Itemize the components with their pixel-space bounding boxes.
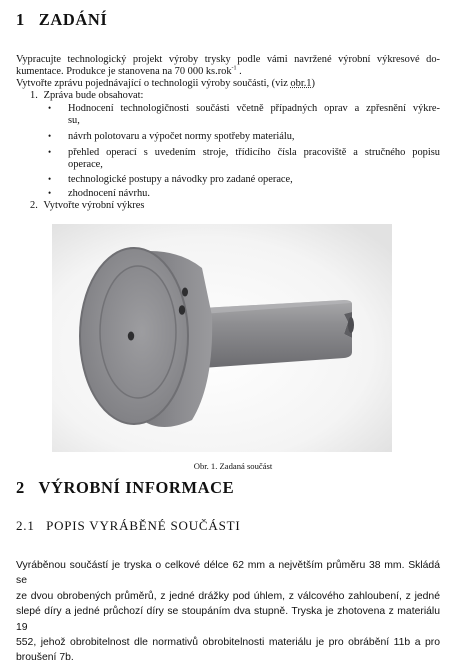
- intro-line-2-end: .: [236, 66, 242, 77]
- task-number: 1.: [30, 90, 38, 101]
- bullet-text: návrh polotovaru a výpočet normy spotřeby materiálu,: [68, 131, 295, 142]
- task-label: Vytvořte výrobní výkres: [43, 200, 145, 211]
- bullet-text: zhodnocení návrhu.: [68, 188, 150, 199]
- bullet-item: [48, 147, 440, 159]
- intro-line-3: [16, 78, 315, 90]
- bullet-icon: •: [48, 147, 52, 157]
- figure-reference: obr.1: [290, 78, 312, 89]
- bullet-icon: •: [48, 188, 52, 198]
- bullet-icon: •: [48, 174, 52, 184]
- subsection-heading: [16, 518, 240, 534]
- bullet-item: [48, 188, 440, 200]
- task-item-2: [30, 200, 144, 212]
- bullet-text: Hodnocení technologičnosti součásti včetně případných oprav a zpřesnění výkre-: [68, 103, 440, 114]
- bullet-item: [48, 103, 440, 115]
- bullet-text: technologické postupy a návodky pro zadané operace,: [68, 174, 293, 185]
- section-title: ZADÁNÍ: [38, 10, 108, 29]
- figure-caption: Obr. 1. Zadaná součást: [193, 461, 273, 471]
- intro-line-3-end: ): [311, 78, 315, 89]
- bullet-text-continued: su,: [68, 115, 80, 126]
- description-line: ze dvou obrobených průměrů, z jedné drážky pod úhlem, z válcového zahloubení, z jedné: [16, 590, 440, 602]
- section-number: 1: [16, 10, 25, 29]
- section-title: VÝROBNÍ INFORMACE: [38, 478, 235, 497]
- description-line: 552, jehož obrobitelnost dle normativů obrobitelnosti materiálu je pro obrábění 11b a pro: [16, 637, 440, 649]
- bullet-text-continued: operace,: [68, 159, 103, 170]
- bullet-item-continuation: [48, 159, 440, 171]
- section-number: 2: [16, 478, 25, 497]
- task-label: Zpráva bude obsahovat:: [43, 90, 144, 101]
- bullet-text: přehled operací s uvedením stroje, třídicího čísla pracoviště a stručného popisu: [68, 147, 440, 158]
- section-heading-2: [16, 478, 234, 498]
- exponent: -1: [231, 65, 237, 72]
- description-paragraph: [16, 558, 440, 666]
- bullet-item: [48, 174, 440, 186]
- intro-line-2-text: kumentace. Produkce je stanovena na 70 000 ks.rok: [16, 66, 232, 77]
- intro-line-1: Vypracujte technologický projekt výroby trysky podle vámi navržené výrobní výkresové do-: [16, 54, 440, 65]
- nozzle-part-figure: [52, 224, 392, 452]
- nozzle-part-icon: [52, 224, 392, 452]
- intro-line-3-text: Vytvořte zprávu pojednávající o technologii výroby součásti, (viz: [16, 78, 291, 89]
- description-line: Vyráběnou součástí je tryska o celkové délce 62 mm a největším průměru 38 mm. Skládá se: [16, 560, 440, 587]
- section-heading-1: [16, 10, 107, 30]
- description-line: slepé díry a jedné průchozí díry se stoupáním dva stupně. Tryska je zhotovena z materiálu 19: [16, 606, 440, 633]
- task-number: 2.: [30, 200, 38, 211]
- subsection-title: POPIS VYRÁBĚNÉ SOUČÁSTI: [46, 518, 241, 533]
- intro-line-2: [16, 66, 242, 78]
- bullet-icon: •: [48, 103, 52, 113]
- description-line: broušení 7b.: [16, 652, 74, 664]
- bullet-icon: •: [48, 131, 52, 141]
- bullet-item-continuation: [48, 115, 440, 127]
- subsection-number: 2.1: [16, 518, 35, 533]
- task-item-1: [30, 90, 143, 102]
- bullet-item: [48, 131, 440, 143]
